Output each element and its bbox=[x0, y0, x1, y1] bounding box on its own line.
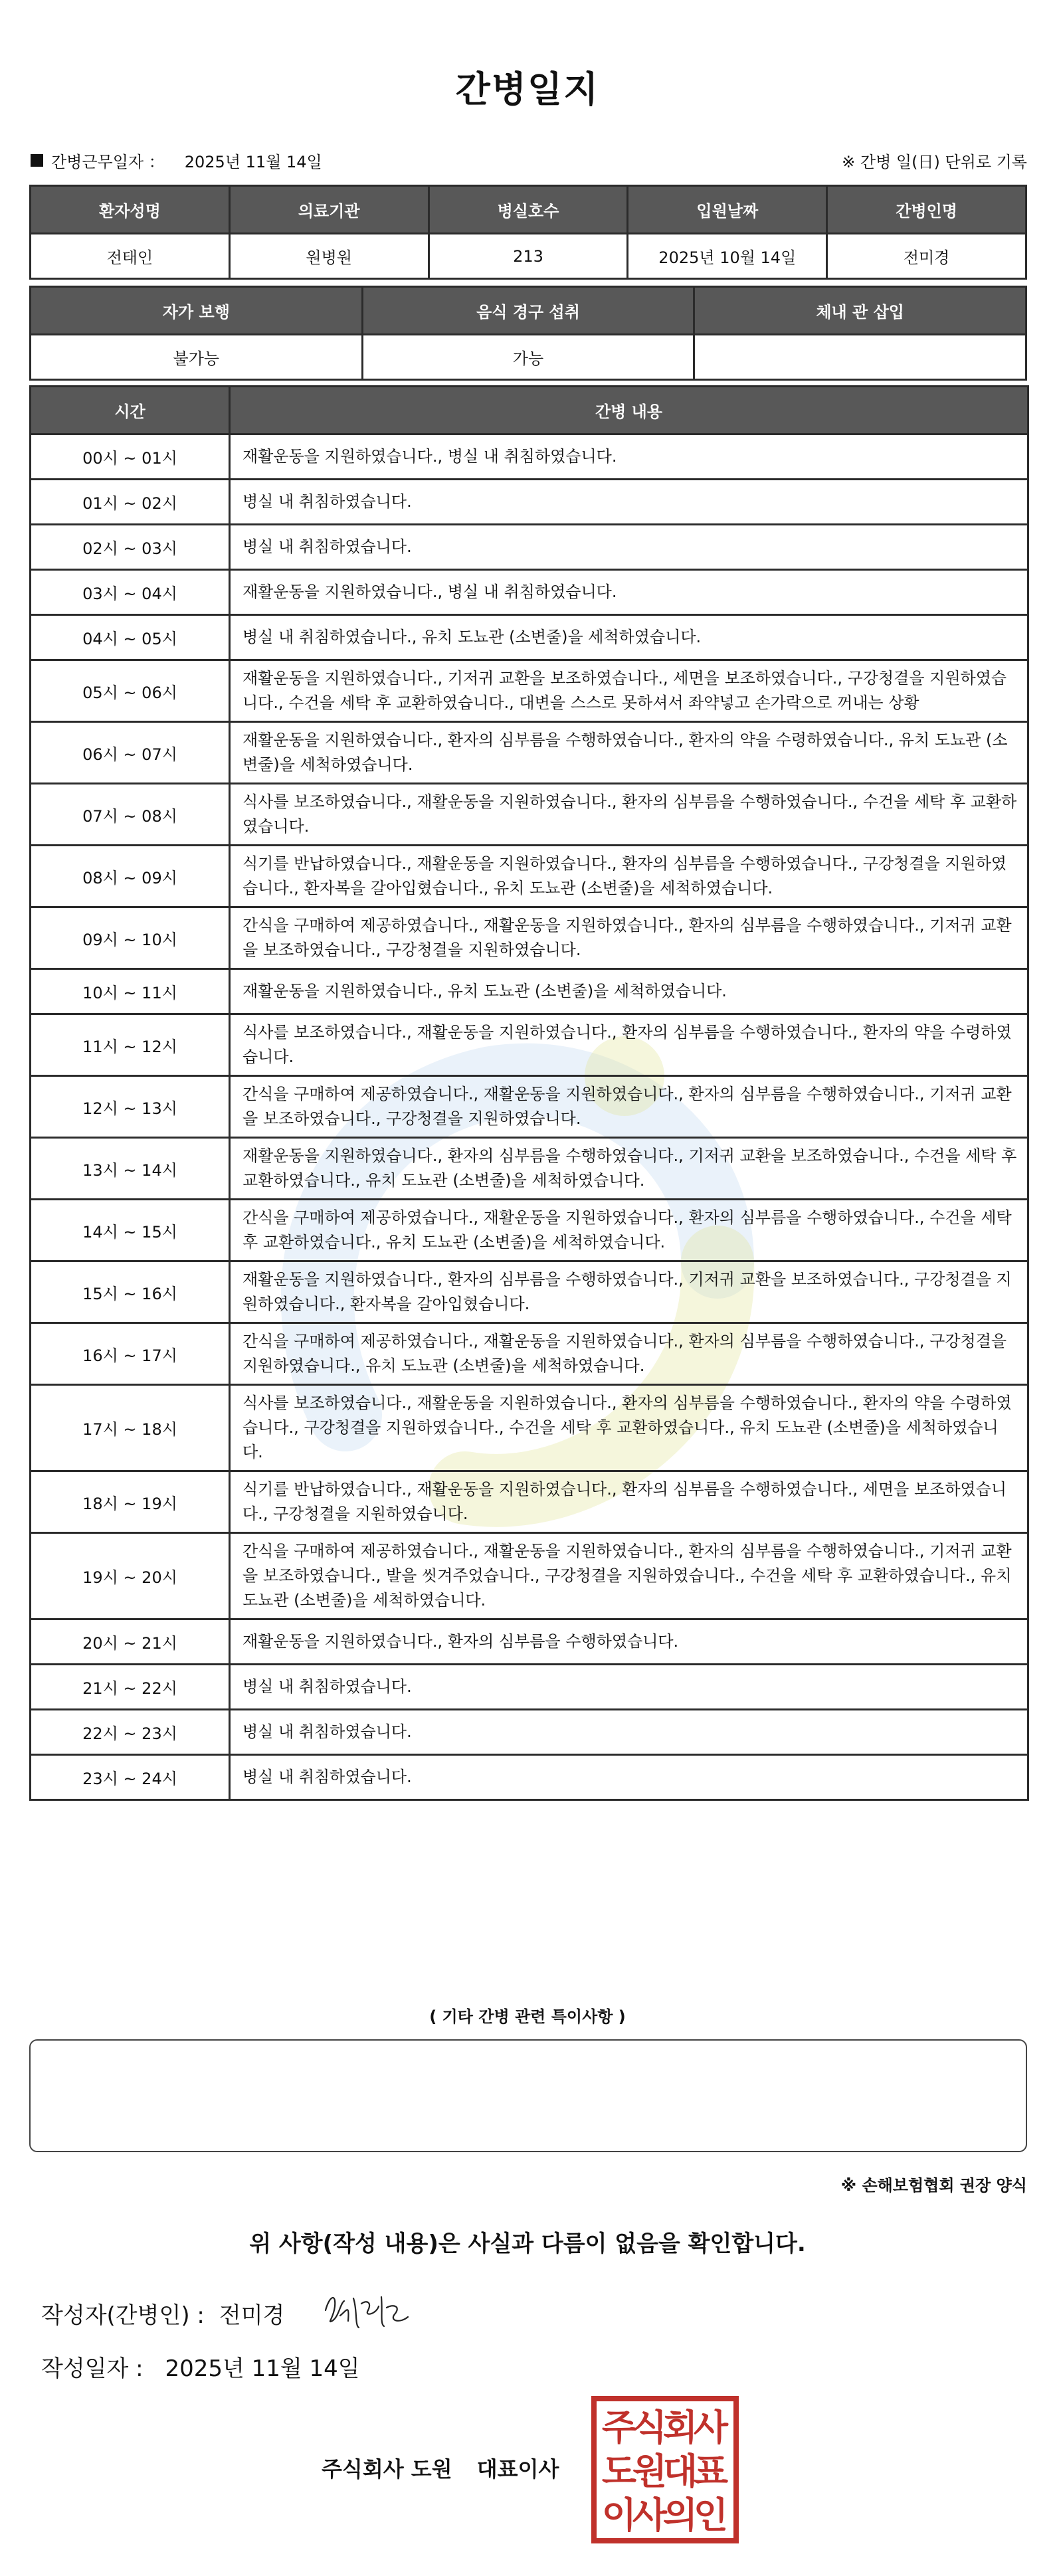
table-row bbox=[31, 1471, 1028, 1533]
table-row bbox=[31, 784, 1028, 846]
log-time: 03시 ~ 04시 bbox=[31, 570, 230, 615]
table-row bbox=[31, 1138, 1028, 1200]
log-content: 식사를 보조하였습니다., 재활운동을 지원하였습니다., 환자의 심부름을 수행하였습니다., 환자의 약을 수령하였습니다. bbox=[230, 1014, 1028, 1076]
log-content: 병실 내 취침하였습니다. bbox=[230, 1755, 1028, 1800]
status-walking: 불가능 bbox=[31, 335, 363, 380]
table-row bbox=[31, 1710, 1028, 1755]
log-content: 식사를 보조하였습니다., 재활운동을 지원하였습니다., 환자의 심부름을 수행하였습니다., 환자의 약을 수령하였습니다., 구강청결을 지원하였습니다., 수건을 세탁 후 교환하였습니다., 유치 도뇨관 (소변줄)을 세척하였습니다. bbox=[230, 1385, 1028, 1471]
patient-header-room: 병실호수 bbox=[429, 186, 628, 234]
page-title: 간병일지 bbox=[455, 68, 600, 110]
log-header-content: 간병 내용 bbox=[230, 387, 1028, 434]
status-header-walking: 자가 보행 bbox=[31, 287, 363, 335]
log-time: 07시 ~ 08시 bbox=[31, 784, 230, 846]
log-content: 재활운동을 지원하였습니다., 병실 내 취침하였습니다. bbox=[230, 434, 1028, 480]
table-row bbox=[31, 525, 1028, 570]
company-name: 주식회사 도원 bbox=[322, 2456, 452, 2482]
log-time: 01시 ~ 02시 bbox=[31, 480, 230, 525]
writer-label: 작성자(간병인) : bbox=[41, 2302, 205, 2329]
log-time: 15시 ~ 16시 bbox=[31, 1261, 230, 1323]
log-content: 재활운동을 지원하였습니다., 유치 도뇨관 (소변줄)을 세척하였습니다. bbox=[230, 969, 1028, 1014]
recommend-note: ※ 손해보험협회 권장 양식 bbox=[840, 2176, 1027, 2195]
log-time: 23시 ~ 24시 bbox=[31, 1755, 230, 1800]
work-date-value: 2025년 11월 14일 bbox=[184, 153, 322, 171]
caregiver-name: 전미경 bbox=[827, 234, 1026, 279]
log-content: 식사를 보조하였습니다., 재활운동을 지원하였습니다., 환자의 심부름을 수행하였습니다., 수건을 세탁 후 교환하였습니다. bbox=[230, 784, 1028, 846]
log-content: 병실 내 취침하였습니다. bbox=[230, 525, 1028, 570]
svg-text:도: 도 bbox=[601, 2450, 637, 2492]
svg-text:사: 사 bbox=[632, 2494, 668, 2536]
table-row bbox=[31, 1533, 1028, 1619]
patient-name: 전태인 bbox=[31, 234, 230, 279]
log-content: 병실 내 취침하였습니다. bbox=[230, 480, 1028, 525]
svg-text:대: 대 bbox=[662, 2450, 698, 2492]
table-row bbox=[31, 846, 1028, 907]
write-date-line bbox=[41, 2350, 360, 2383]
care-log-rows bbox=[31, 434, 1028, 1800]
notes-content bbox=[31, 2041, 1026, 2057]
patient-header-hospital: 의료기관 bbox=[229, 186, 429, 234]
log-time: 04시 ~ 05시 bbox=[31, 615, 230, 660]
patient-header-name: 환자성명 bbox=[31, 186, 230, 234]
table-row bbox=[31, 1755, 1028, 1800]
log-content: 병실 내 취침하였습니다. bbox=[230, 1710, 1028, 1755]
log-content: 병실 내 취침하였습니다. bbox=[230, 1665, 1028, 1710]
table-row bbox=[31, 1014, 1028, 1076]
table-row bbox=[31, 722, 1028, 784]
square-bullet-icon bbox=[31, 154, 43, 167]
table-row bbox=[31, 1076, 1028, 1138]
log-content: 재활운동을 지원하였습니다., 환자의 심부름을 수행하였습니다., 환자의 약을 수령하였습니다., 유치 도뇨관 (소변줄)을 세척하였습니다. bbox=[230, 722, 1028, 784]
table-row bbox=[31, 570, 1028, 615]
log-time: 18시 ~ 19시 bbox=[31, 1471, 230, 1533]
log-time: 00시 ~ 01시 bbox=[31, 434, 230, 480]
svg-text:표: 표 bbox=[693, 2450, 729, 2492]
unit-note: ※ 간병 일(日) 단위로 기록 bbox=[842, 153, 1027, 171]
confirm-statement: 위 사항(작성 내용)은 사실과 다름이 없음을 확인합니다. bbox=[249, 2231, 806, 2257]
svg-text:주: 주 bbox=[601, 2407, 637, 2448]
table-row bbox=[31, 1261, 1028, 1323]
writer-line bbox=[41, 2297, 284, 2330]
admission-date: 2025년 10월 14일 bbox=[628, 234, 827, 279]
log-header-time: 시간 bbox=[31, 387, 230, 434]
patient-header-admission: 입원날짜 bbox=[628, 186, 827, 234]
log-time: 14시 ~ 15시 bbox=[31, 1200, 230, 1261]
table-row bbox=[31, 660, 1028, 722]
log-content: 재활운동을 지원하였습니다., 병실 내 취침하였습니다. bbox=[230, 570, 1028, 615]
log-content: 재활운동을 지원하였습니다., 환자의 심부름을 수행하였습니다. bbox=[230, 1619, 1028, 1665]
table-row bbox=[31, 907, 1028, 969]
log-time: 20시 ~ 21시 bbox=[31, 1619, 230, 1665]
room-number: 213 bbox=[429, 234, 628, 279]
log-time: 08시 ~ 09시 bbox=[31, 846, 230, 907]
status-header-tube: 체내 관 삽입 bbox=[694, 287, 1026, 335]
svg-text:식: 식 bbox=[632, 2407, 668, 2448]
log-time: 05시 ~ 06시 bbox=[31, 660, 230, 722]
log-content: 식기를 반납하였습니다., 재활운동을 지원하였습니다., 환자의 심부름을 수행하였습니다., 세면을 보조하였습니다., 구강청결을 지원하였습니다. bbox=[230, 1471, 1028, 1533]
table-row bbox=[31, 434, 1028, 480]
patient-status-table bbox=[29, 286, 1027, 381]
status-header-oral-intake: 음식 경구 섭취 bbox=[362, 287, 694, 335]
care-log-table bbox=[29, 385, 1029, 1801]
table-row bbox=[31, 615, 1028, 660]
log-time: 13시 ~ 14시 bbox=[31, 1138, 230, 1200]
patient-info-table bbox=[29, 185, 1027, 280]
write-date-label: 작성일자 : bbox=[41, 2355, 144, 2382]
table-row bbox=[31, 969, 1028, 1014]
status-tube bbox=[694, 335, 1026, 380]
log-content: 간식을 구매하여 제공하였습니다., 재활운동을 지원하였습니다., 환자의 심부름을 수행하였습니다., 수건을 세탁 후 교환하였습니다., 유치 도뇨관 (소변줄)을 세척하였습니다. bbox=[230, 1200, 1028, 1261]
log-content: 간식을 구매하여 제공하였습니다., 재활운동을 지원하였습니다., 환자의 심부름을 수행하였습니다., 구강청결을 지원하였습니다., 유치 도뇨관 (소변줄)을 세척하였습니다. bbox=[230, 1323, 1028, 1385]
log-time: 11시 ~ 12시 bbox=[31, 1014, 230, 1076]
svg-text:이: 이 bbox=[601, 2494, 637, 2536]
log-content: 간식을 구매하여 제공하였습니다., 재활운동을 지원하였습니다., 환자의 심부름을 수행하였습니다., 기저귀 교환을 보조하였습니다., 구강청결을 지원하였습니다. bbox=[230, 1076, 1028, 1138]
write-date-value: 2025년 11월 14일 bbox=[165, 2355, 360, 2382]
log-content: 식기를 반납하였습니다., 재활운동을 지원하였습니다., 환자의 심부름을 수행하였습니다., 구강청결을 지원하였습니다., 환자복을 갈아입혔습니다., 유치 도뇨관 (소변줄)을 세척하였습니다. bbox=[230, 846, 1028, 907]
log-time: 16시 ~ 17시 bbox=[31, 1323, 230, 1385]
log-content: 병실 내 취침하였습니다., 유치 도뇨관 (소변줄)을 세척하였습니다. bbox=[230, 615, 1028, 660]
log-content: 재활운동을 지원하였습니다., 환자의 심부름을 수행하였습니다., 기저귀 교환을 보조하였습니다., 수건을 세탁 후 교환하였습니다., 유치 도뇨관 (소변줄)을 세척하였습니다. bbox=[230, 1138, 1028, 1200]
table-row bbox=[31, 1323, 1028, 1385]
patient-header-caregiver: 간병인명 bbox=[827, 186, 1026, 234]
log-time: 19시 ~ 20시 bbox=[31, 1533, 230, 1619]
work-date bbox=[31, 149, 322, 172]
table-row bbox=[31, 1385, 1028, 1471]
table-row bbox=[31, 1200, 1028, 1261]
svg-text:회: 회 bbox=[662, 2407, 698, 2448]
svg-text:의: 의 bbox=[662, 2494, 698, 2536]
notes-title: ( 기타 간병 관련 특이사항 ) bbox=[429, 2007, 626, 2026]
svg-text:인: 인 bbox=[693, 2494, 729, 2536]
writer-signature bbox=[320, 2284, 413, 2337]
company-seal bbox=[590, 2395, 740, 2545]
log-time: 09시 ~ 10시 bbox=[31, 907, 230, 969]
log-time: 17시 ~ 18시 bbox=[31, 1385, 230, 1471]
table-row bbox=[31, 1665, 1028, 1710]
table-row bbox=[31, 1619, 1028, 1665]
ceo-label: 대표이사 bbox=[476, 2456, 559, 2482]
log-time: 06시 ~ 07시 bbox=[31, 722, 230, 784]
work-date-label: 간병근무일자 ： bbox=[51, 153, 165, 171]
log-content: 간식을 구매하여 제공하였습니다., 재활운동을 지원하였습니다., 환자의 심부름을 수행하였습니다., 기저귀 교환을 보조하였습니다., 구강청결을 지원하였습니다. bbox=[230, 907, 1028, 969]
status-oral-intake: 가능 bbox=[362, 335, 694, 380]
log-content: 재활운동을 지원하였습니다., 환자의 심부름을 수행하였습니다., 기저귀 교환을 보조하였습니다., 구강청결을 지원하였습니다., 환자복을 갈아입혔습니다. bbox=[230, 1261, 1028, 1323]
svg-text:사: 사 bbox=[693, 2407, 729, 2448]
table-row bbox=[31, 480, 1028, 525]
notes-box bbox=[29, 2039, 1027, 2152]
hospital-name: 원병원 bbox=[229, 234, 429, 279]
svg-text:원: 원 bbox=[632, 2450, 668, 2492]
log-content: 간식을 구매하여 제공하였습니다., 재활운동을 지원하였습니다., 환자의 심부름을 수행하였습니다., 기저귀 교환을 보조하였습니다., 발을 씻겨주었습니다., 구강청결을 지원하였습니다., 수건을 세탁 후 교환하였습니다., 유치 도뇨관 (소변줄)을 세척하였습니다. bbox=[230, 1533, 1028, 1619]
company-line bbox=[322, 2452, 559, 2483]
log-time: 21시 ~ 22시 bbox=[31, 1665, 230, 1710]
log-time: 22시 ~ 23시 bbox=[31, 1710, 230, 1755]
log-time: 02시 ~ 03시 bbox=[31, 525, 230, 570]
log-time: 10시 ~ 11시 bbox=[31, 969, 230, 1014]
log-content: 재활운동을 지원하였습니다., 기저귀 교환을 보조하였습니다., 세면을 보조하였습니다., 구강청결을 지원하였습니다., 수건을 세탁 후 교환하였습니다., 대변을 스스로 못하셔서 좌약넣고 손가락으로 꺼내는 상황 bbox=[230, 660, 1028, 722]
log-time: 12시 ~ 13시 bbox=[31, 1076, 230, 1138]
writer-name: 전미경 bbox=[219, 2302, 285, 2329]
